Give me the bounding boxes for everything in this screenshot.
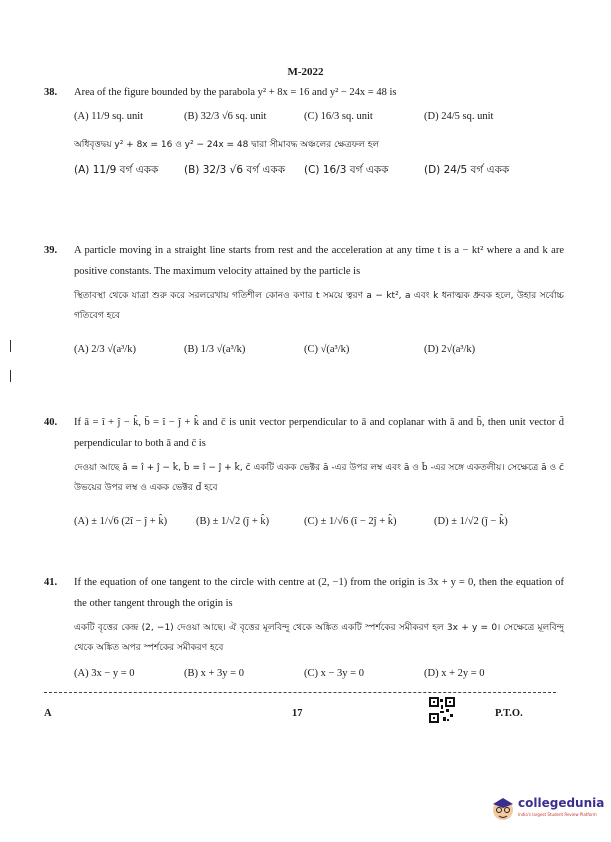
footer-rule (44, 692, 556, 693)
series-code: A (44, 708, 52, 719)
option-c-bn: (C) 16/3 বর্গ একক (304, 164, 389, 176)
option-b: (B) 32/3 √6 sq. unit (184, 111, 267, 122)
option-a-bn: (A) 11/9 বর্গ একক (74, 164, 159, 176)
option-c: (C) √(a³/k) (304, 344, 350, 355)
option-a: (A) 11/9 sq. unit (74, 111, 144, 122)
option-c: (C) 16/3 sq. unit (304, 111, 373, 122)
graduate-mascot-icon (490, 794, 516, 824)
margin-mark (10, 340, 11, 352)
options-en (74, 103, 564, 131)
question-38 (44, 82, 564, 184)
brand-tagline: India's largest Student Review Platform (518, 812, 597, 817)
question-text-en: Area of the figure bounded by the parabola y² + 8x = 16 and y² − 24x = 48 is (74, 87, 397, 98)
option-a: (A) 3x − y = 0 (74, 668, 135, 679)
brand-name: collegedunia (518, 796, 605, 810)
options-bn (74, 156, 564, 184)
option-a: (A) ± 1/√6 (2î − ĵ + k̂) (74, 516, 168, 527)
option-d: (D) 24/5 sq. unit (424, 111, 494, 122)
option-b-bn: (B) 32/3 √6 বর্গ একক (184, 164, 286, 176)
option-c: (C) ± 1/√6 (î − 2ĵ + k̂) (304, 516, 397, 527)
option-d-bn: (D) 24/5 বর্গ একক (424, 164, 510, 176)
question-text-bn: দেওয়া আছে ā = î + ĵ − k̂, b̄ = î − ĵ + k̂, c̄ একটি একক ভেক্টর ā -এর উপর লম্ব এবং ā ও b̄ -এর সঙ্গে একতলীয়। সেক্ষেত্রে ā ও c̄ উভয়ের উপর লম্ব ও একক ভেক্টর d̄ হবে (74, 463, 564, 493)
pto-label: P.T.O. (495, 708, 523, 719)
question-40 (44, 412, 564, 536)
options (74, 336, 564, 364)
qr-code-icon (429, 697, 455, 723)
margin-mark (10, 370, 11, 382)
option-a: (A) 2/3 √(a³/k) (74, 344, 136, 355)
question-41 (44, 572, 564, 688)
option-b: (B) 1/3 √(a³/k) (184, 344, 246, 355)
option-b: (B) x + 3y = 0 (184, 668, 244, 679)
collegedunia-watermark (490, 790, 605, 830)
options (74, 508, 564, 536)
option-b: (B) ± 1/√2 (ĵ + k̂) (196, 516, 270, 527)
question-39 (44, 240, 564, 364)
options (74, 660, 564, 688)
question-number: 39. (44, 245, 58, 256)
question-text-en: A particle moving in a straight line starts from rest and the acceleration at any time t is a − kt² where a and k are positive constants. The maximum velocity attained by the particle is (74, 245, 564, 277)
exam-code: M-2022 (287, 66, 324, 78)
question-text-en: If ā = î + ĵ − k̂, b̄ = î − ĵ + k̂ and c̄ is unit vector perpendicular to ā and coplanar with ā and b̄, then unit vector d̄ perpendicular to both ā and c̄ is (74, 417, 564, 449)
option-d: (D) 2√(a³/k) (424, 344, 476, 355)
option-c: (C) x − 3y = 0 (304, 668, 364, 679)
option-d: (D) x + 2y = 0 (424, 668, 485, 679)
question-text-bn: একটি বৃত্তের কেন্দ্র (2, −1) দেওয়া আছে। ঐ বৃত্তের মূলবিন্দু থেকে অঙ্কিত একটি স্পর্শকের সমীকরণ হল 3x + y = 0। সেক্ষেত্রে মূলবিন্দু থেকে অঙ্কিত অপর স্পর্শকের সমীকরণ হবে (74, 623, 564, 653)
page-number: 17 (292, 708, 303, 719)
question-number: 38. (44, 87, 58, 98)
question-number: 40. (44, 417, 58, 428)
question-text-bn: স্থিতাবস্থা থেকে যাত্রা শুরু করে সরলরেখায় গতিশীল কোনও কণার t সময়ে ত্বরণ a − kt², a এবং k ধনাত্মক ধ্রুবক হলে, উহার সর্বোচ্চ গতিবেগ হবে (74, 291, 564, 321)
option-d: (D) ± 1/√2 (ĵ − k̂) (434, 516, 508, 527)
question-text-bn: অধিবৃত্তদ্বয় y² + 8x = 16 ও y² − 24x = 48 দ্বারা সীমাবদ্ধ অঞ্চলের ক্ষেত্রফল হল (74, 140, 380, 150)
question-text-en: If the equation of one tangent to the circle with centre at (2, −1) from the origin is 3x + y = 0, then the equation of the other tangent through the origin is (74, 577, 564, 609)
question-number: 41. (44, 577, 58, 588)
